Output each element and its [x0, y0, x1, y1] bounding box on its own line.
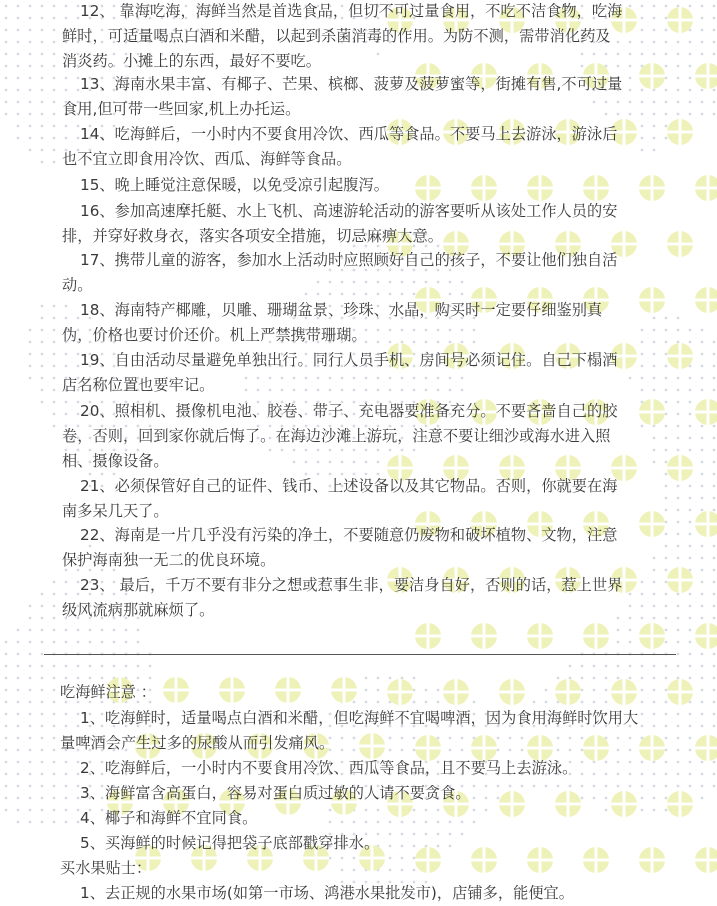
- fruit-item-1: 1、去正规的水果市场(如第一市场、鸿港水果批发市)，店铺多，能便宜。: [80, 884, 575, 902]
- tip-20: 20、照相机、摄像机电池、胶卷、带子、充电器要准备充分。不要吝啬自己的胶 卷，否则，回到家你就后悔了。在海边沙滩上游玩，注意不要让细沙或海水进入照 相、摄像设备。: [62, 402, 618, 470]
- tip-13: 13、海南水果丰富、有椰子、芒果、槟榔、菠萝及菠萝蜜等，街摊有售,不可过量 食用,但可带一些回家,机上办托运。: [62, 75, 623, 118]
- tip-22: 22、海南是一片几乎没有污染的净土，不要随意仍废物和破坏植物、文物，注意 保护海南独一无二的优良环境。: [62, 526, 618, 569]
- section-divider: [44, 654, 676, 655]
- seafood-item-5: 5、买海鲜的时候记得把袋子底部戳穿排水。: [80, 834, 380, 852]
- tip-23: 23、 最后，千万不要有非分之想或惹事生非，要洁身自好，否则的话，惹上世界 级风流病那就麻烦了。: [62, 576, 623, 619]
- tip-18: 18、海南特产椰雕，贝雕、珊瑚盆景、珍珠、水晶，购买时一定要仔细鉴别真 伪，价格也要讨价还价。机上严禁携带珊瑚。: [62, 301, 603, 344]
- tip-21: 21、必须保管好自己的证件、钱币、上述设备以及其它物品。否则，你就要在海 南多呆几天了。: [62, 477, 618, 520]
- seafood-item-1: 1、吃海鲜时，适量喝点白酒和米醋，但吃海鲜不宜喝啤酒，因为食用海鲜时饮用大 量啤酒会产生过多的尿酸从而引发痛风。: [60, 709, 639, 752]
- seafood-heading: 吃海鲜注意 ：: [60, 683, 156, 701]
- tip-15: 15、晚上睡觉注意保暖，以免受凉引起腹泻。: [80, 176, 389, 194]
- tip-12: 12、 靠海吃海，海鲜当然是首选食品，但切不可过量食用，不吃不洁食物，吃海 鲜时，可适量喝点白酒和米醋，以起到杀菌消毒的作用。为防不测，需带消化药及 消炎药。小摊上的东西，最好不要吃。: [62, 2, 623, 70]
- tip-14: 14、吃海鲜后，一小时内不要食用冷饮、西瓜等食品。不要马上去游泳，游泳后 也不宜立即食用冷饮、西瓜、海鲜等食品。: [62, 125, 618, 168]
- seafood-item-3: 3、海鲜富含高蛋白，容易对蛋白质过敏的人请不要贪食。: [80, 784, 471, 802]
- tip-19: 19、自由活动尽量避免单独出行。同行人员手机、房间号必须记住。自己下榻酒 店名称位置也要牢记。: [62, 351, 618, 394]
- seafood-item-4: 4、椰子和海鲜不宜同食。: [80, 809, 258, 827]
- tip-16: 16、参加高速摩托艇、水上飞机、高速游轮活动的游客要听从该处工作人员的安 排，并穿好救身衣，落实各项安全措施，切忌麻痹大意。: [62, 202, 618, 245]
- tip-17: 17、携带儿童的游客，参加水上活动时应照顾好自己的孩子，不要让他们独自活 动。: [62, 251, 618, 294]
- fruit-heading: 买水果贴士：: [60, 859, 152, 877]
- seafood-item-2: 2、吃海鲜后，一小时内不要食用冷饮、西瓜等食品，且不要马上去游泳。: [80, 759, 578, 777]
